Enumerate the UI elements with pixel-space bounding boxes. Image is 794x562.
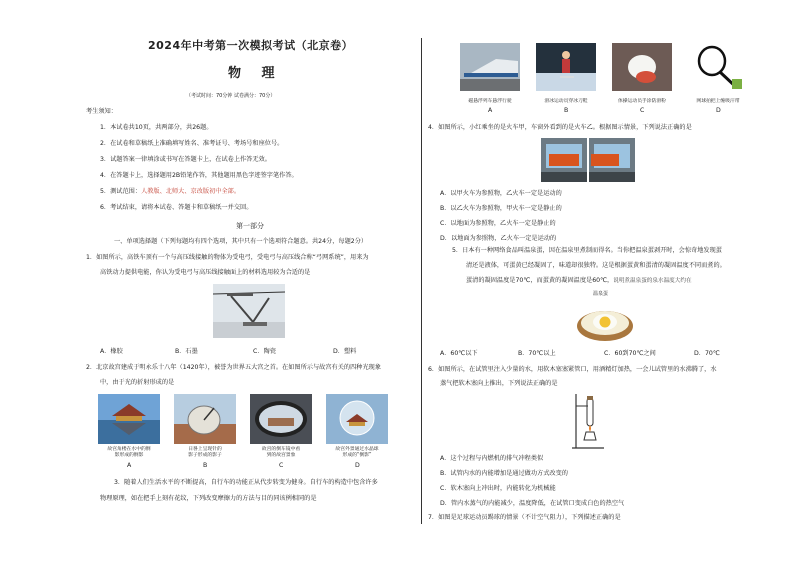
q2-image-a	[98, 394, 160, 444]
q2-label-c: C	[279, 462, 284, 469]
exam-title: 2024年中考第一次模拟考试（北京卷）	[148, 39, 354, 52]
q5-option-b: B．70℃以上	[518, 350, 556, 357]
note-item-5	[100, 188, 240, 196]
q4-image-left	[541, 138, 587, 182]
q3-image-c	[612, 43, 672, 91]
test-tube-apparatus	[570, 392, 610, 450]
q3-image-a	[460, 43, 520, 91]
q6-option-a: A．这个过程与内燃机的排气冲程类似	[440, 455, 544, 462]
q1-line1: 1．如图所示，高铁车顶有一个与高压线接触的物体为受电弓，受电弓与高压线合称“弓网系统”，用来为	[86, 254, 369, 261]
q3-line2: 物理原理，如在把手上刻有花纹，下列改变摩擦力的方法与目的同该例相同的是	[100, 495, 317, 502]
q3-caption-a: 磁悬浮列车悬浮行驶	[468, 99, 512, 104]
q2-label-d: D	[355, 462, 360, 469]
q3-label-d: D	[716, 107, 721, 114]
notes-heading: 考生须知：	[86, 108, 117, 115]
exam-info: （考试时间：70分钟 试卷满分：70分）	[186, 93, 276, 99]
q1-option-c: C．陶瓷	[253, 348, 276, 355]
onsen-egg-image	[575, 300, 635, 344]
note-item-5-label: 5．测试范围：	[100, 188, 142, 195]
q3-line1: 3．随着人们生活水平的不断提高，自行车的功能正从代步转变为健身。自行车的构造中包含许多	[114, 479, 378, 486]
q5-image-label: 温泉蛋	[593, 291, 609, 297]
q2-image-c	[250, 394, 312, 444]
note-item-2: 2．在试卷和草稿纸上准确填写姓名、准考证号、考场号和座位号。	[100, 140, 284, 147]
q2-caption-d: 故宫外景通过水晶球 形成的“倒影”	[335, 447, 379, 458]
q4-option-a: A．以甲火车为参照物，乙火车一定是运动的	[440, 190, 562, 197]
q6-option-c: C．软木塞向上冲出时，内能转化为机械能	[440, 485, 556, 492]
q3-label-b: B	[564, 107, 569, 114]
q3-caption-b: 滑冰运动员穿冰刀鞋	[544, 99, 588, 104]
q3-image-d	[688, 43, 748, 91]
q2-image-b	[174, 394, 236, 444]
q6-option-d: D．管内水蒸气的内能减少，温度降低，在试管口变成白色的热空气	[440, 500, 625, 507]
q2-label-b: B	[203, 462, 208, 469]
q5-line3-part2: 说明煮温泉蛋的泉水温度大约在	[613, 278, 692, 284]
q5-option-d: D．70℃	[694, 350, 720, 357]
q5-line1: 5．日本有一种网络食品叫温泉蛋，因在温泉里煮制而得名。当你把温泉蛋剥开时，会惊奇地发现蛋	[452, 247, 722, 254]
q2-line1: 2．北京故宫建成于明永乐十八年（1420年），被誉为世界五大宫之首。在如图所示与故宫有关的四种光现象	[86, 364, 382, 371]
test-range: 人教版、北师大、京改版初中全部。	[141, 188, 241, 195]
subject-title: 物 理	[228, 66, 283, 81]
part1-instruction: 一、单项选择题（下列每题均有四个选项，其中只有一个选项符合题意。共24分，每题2分）	[114, 238, 368, 245]
q2-caption-a: 故宫角楼在水中的倒 影形成的倒影	[107, 447, 151, 458]
q5-option-c: C．60到70℃之间	[604, 350, 656, 357]
q4-line1: 4．如图所示，小红乘坐的是火车甲，车窗外看到的是火车乙。根据图示情景，下列说法正确的是	[428, 124, 692, 131]
note-item-4: 4．在答题卡上，选择题用2B铅笔作答，其他题用黑色字迹签字笔作答。	[100, 172, 298, 179]
q2-image-d	[326, 394, 388, 444]
q6-line1: 6．如图所示，在试管里注入少量的水，用软木塞塞紧管口，用酒精灯加热，一会儿试管里的水沸腾了，水	[428, 366, 717, 373]
q4-option-c: C．以地面为参照物，乙火车一定是静止的	[440, 220, 556, 227]
q4-option-d: D．以地面为参照物，乙火车一定是运动的	[440, 235, 557, 242]
q6-option-b: B．试管内水的内能增加是通过做功方式改变的	[440, 470, 568, 477]
q3-caption-d: 网球拍把上缠吸汗带	[696, 99, 740, 104]
q4-option-b: B．以乙火车为参照物，甲火车一定是静止的	[440, 205, 562, 212]
q1-option-a: A．橡胶	[100, 348, 123, 355]
q3-image-b	[536, 43, 596, 91]
q3-label-c: C	[640, 107, 645, 114]
q5-line3	[466, 277, 692, 285]
q7-line1: 7．如图是足球运动员踢球的情景（不计空气阻力），下列描述正确的是	[428, 514, 621, 521]
note-item-6: 6．考试结束，请将本试卷、答题卡和草稿纸一并交回。	[100, 204, 253, 211]
q1-option-d: D．塑料	[333, 348, 357, 355]
pantograph-image	[213, 284, 285, 338]
note-item-3: 3．试题答案一律填涂或书写在答题卡上，在试卷上作答无效。	[100, 156, 271, 163]
q5-option-a: A．60℃以下	[440, 350, 478, 357]
q3-caption-c: 体操运动员手涂防滑粉	[618, 99, 666, 104]
q3-label-a: A	[488, 107, 493, 114]
q1-option-b: B．石墨	[175, 348, 198, 355]
q1-line2: 高铁动力提供电能，你认为受电弓与高压线接触面上的材料选用较为合适的是	[100, 269, 311, 276]
q5-line2: 清还是液体，可蛋黄已经凝固了，味道却很独特。这是根据蛋黄和蛋清的凝固温度不同而煮的。	[466, 262, 726, 269]
q5-line3-part1: 蛋清的凝固温度是70℃，而蛋黄的凝固温度是60℃，	[466, 277, 614, 284]
q6-line2: 蒸气把软木塞向上推出，下列说法正确的是	[440, 380, 558, 387]
q2-caption-b: 日晷上呈现针的 影子形成的影子	[188, 447, 222, 458]
q2-caption-c: 故宫的倒车镜中看 到的故宫景象	[261, 447, 301, 458]
column-divider	[421, 38, 422, 524]
part1-heading: 第一部分	[236, 222, 264, 230]
note-item-1: 1．本试卷共10页，共两部分，共26题。	[100, 124, 213, 131]
q2-line2: 中，由于光的折射形成的是	[100, 379, 175, 386]
q4-image-right	[589, 138, 635, 182]
q2-label-a: A	[127, 462, 132, 469]
